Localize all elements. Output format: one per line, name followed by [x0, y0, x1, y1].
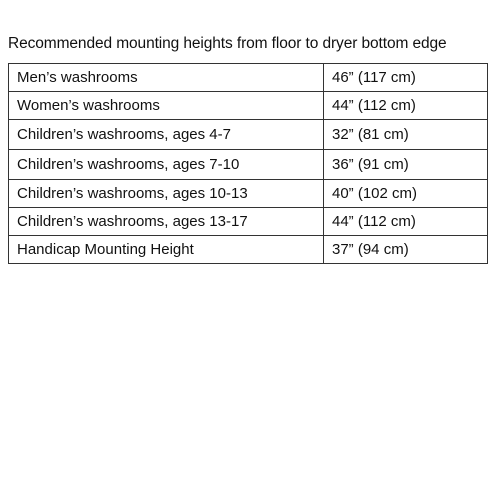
table-row: [9, 92, 488, 120]
table-row: [9, 150, 488, 180]
location-cell: Men’s washrooms: [9, 64, 324, 92]
table-caption: Recommended mounting heights from floor to dryer bottom edge: [8, 35, 447, 52]
location-cell: Handicap Mounting Height: [9, 236, 324, 264]
table-row: [9, 236, 488, 264]
height-cell: 37” (94 cm): [324, 236, 488, 264]
height-cell: 32” (81 cm): [324, 120, 488, 150]
location-cell: Women’s washrooms: [9, 92, 324, 120]
table-row: [9, 120, 488, 150]
height-cell: 44” (112 cm): [324, 92, 488, 120]
location-cell: Children’s washrooms, ages 10-13: [9, 180, 324, 208]
mounting-heights-table: [8, 63, 488, 264]
location-cell: Children’s washrooms, ages 13-17: [9, 208, 324, 236]
height-cell: 36” (91 cm): [324, 150, 488, 180]
height-cell: 40” (102 cm): [324, 180, 488, 208]
table-row: [9, 208, 488, 236]
table-row: [9, 180, 488, 208]
height-cell: 46” (117 cm): [324, 64, 488, 92]
location-cell: Children’s washrooms, ages 7-10: [9, 150, 324, 180]
location-cell: Children’s washrooms, ages 4-7: [9, 120, 324, 150]
table-row: [9, 64, 488, 92]
height-cell: 44” (112 cm): [324, 208, 488, 236]
